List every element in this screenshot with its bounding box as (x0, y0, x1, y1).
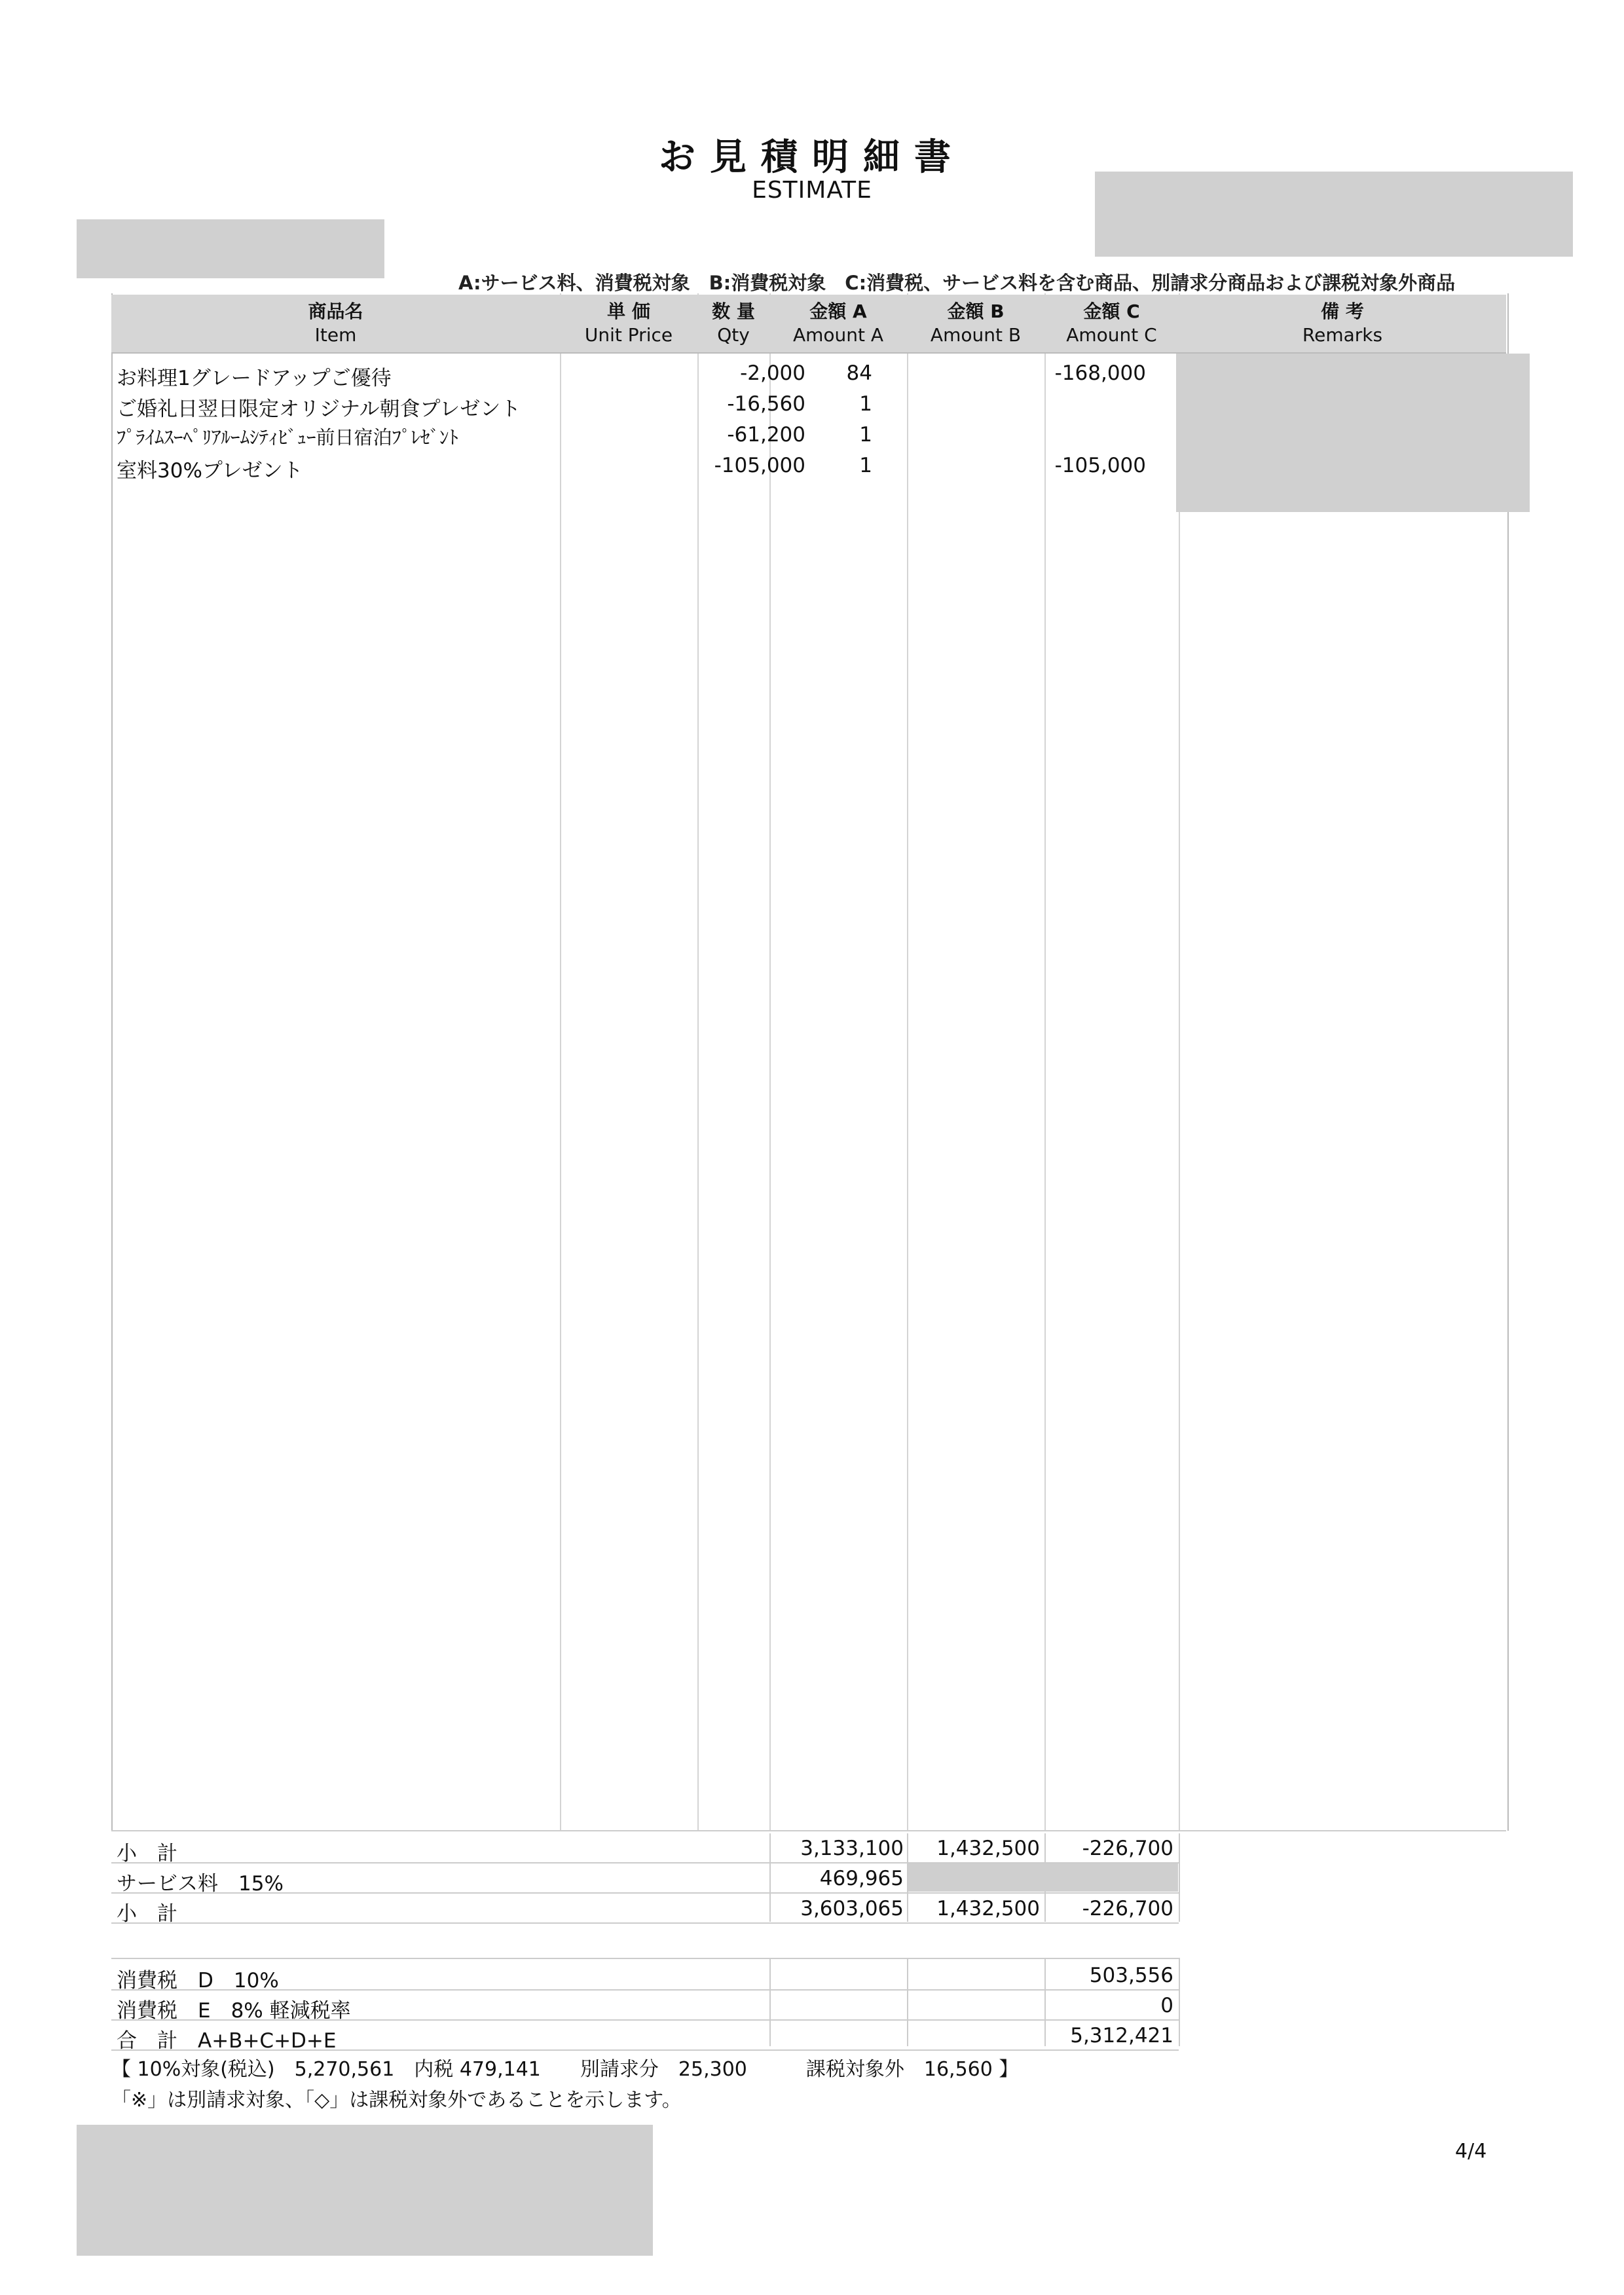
subtotal-b: 1,432,500 (936, 1837, 1040, 1860)
redacted-remarks (1176, 354, 1530, 512)
estimate-table (111, 293, 1509, 1831)
tax-section-top (111, 1958, 1179, 1959)
unit-price: -105,000 (714, 454, 805, 477)
service-label: サービス料 15% (117, 1872, 284, 1896)
amount-b: -105,000 (1054, 454, 1146, 477)
subtotal2-c: -226,700 (1082, 1897, 1173, 1920)
item-name: 室料30%プレゼント (117, 459, 303, 483)
table-header-row (111, 295, 1506, 354)
item-name: ご婚礼日翌日限定オリジナル朝食プレゼント (117, 397, 521, 421)
subtotal2-label: 小 計 (117, 1902, 177, 1926)
header-amount-b: 金額 B Amount B (930, 301, 1022, 346)
tax-e-value: 0 (1160, 1994, 1173, 2017)
qty: 1 (859, 423, 872, 447)
subtotal-a: 3,133,100 (800, 1837, 904, 1860)
summary-divider (1179, 1833, 1180, 1922)
col-divider (560, 293, 561, 1831)
header-unit-price: 単 価 Unit Price (584, 301, 673, 346)
col-divider (1044, 293, 1046, 1831)
redacted-block-top-right (1095, 172, 1573, 257)
col-divider (697, 293, 699, 1831)
tax-d-label: 消費税 D 10% (117, 1969, 279, 1992)
service-a: 469,965 (819, 1867, 904, 1890)
tax-d-row (111, 1960, 1179, 1991)
total-value: 5,312,421 (1070, 2024, 1173, 2047)
item-name: お料理1グレードアップご優待 (117, 367, 392, 390)
unit-price: -16,560 (727, 392, 805, 416)
qty: 1 (859, 392, 872, 416)
item-name: ﾌﾟﾗｲﾑｽｰﾍﾟﾘｱﾙｰﾑｼﾃｨﾋﾞｭｰ前日宿泊ﾌﾟﾚｾﾞﾝﾄ (117, 426, 459, 449)
amount-b: -168,000 (1054, 361, 1146, 385)
header-item: 商品名 Item (308, 301, 363, 346)
symbol-legend-note: 「※」は別請求対象、「◇」は課税対象外であることを示します。 (111, 2089, 682, 2112)
table-bottom-border (111, 1830, 1506, 1831)
page-title: お見積明細書 (659, 136, 965, 179)
qty: 84 (846, 361, 872, 385)
tax-e-row (111, 1991, 1179, 2021)
page-number: 4/4 (1455, 2140, 1487, 2163)
total-row (111, 2021, 1179, 2051)
total-label: 合 計 A+B+C+D+E (117, 2029, 337, 2053)
subtotal-label: 小 計 (117, 1842, 177, 1865)
subtotal2-row (111, 1894, 1179, 1924)
header-amount-c: 金額 C Amount C (1066, 301, 1157, 346)
redacted-block-bottom-left (77, 2125, 653, 2256)
header-amount-a: 金額 A Amount A (792, 301, 884, 346)
tax-breakdown-note: 【 10%対象(税込) 5,270,561 内税 479,141 別請求分 25,300 課税対象外 16,560 】 (111, 2058, 1019, 2081)
tax-e-label: 消費税 E 8% 軽減税率 (117, 1999, 351, 2023)
header-remarks: 備 考 Remarks (1302, 301, 1383, 346)
tax-d-value: 503,556 (1089, 1964, 1173, 1987)
subtotal-c: -226,700 (1082, 1837, 1173, 1860)
qty: 1 (859, 454, 872, 477)
subtotal2-a: 3,603,065 (800, 1897, 904, 1920)
subtotal-row (111, 1833, 1179, 1864)
amount-legend: A:サービス料、消費税対象 B:消費税対象 C:消費税、サービス料を含む商品、別請求分商品および課税対象外商品 (458, 272, 1456, 294)
unit-price: -61,200 (727, 423, 805, 447)
page-subtitle: ESTIMATE (752, 177, 872, 204)
summary-divider (1179, 1958, 1180, 2046)
col-divider (907, 293, 908, 1831)
service-charge-row (111, 1864, 1179, 1894)
subtotal2-b: 1,432,500 (936, 1897, 1040, 1920)
col-divider (1179, 293, 1180, 1831)
unit-price: -2,000 (740, 361, 805, 385)
col-divider (769, 293, 771, 1831)
header-qty: 数 量 Qty (712, 301, 755, 346)
redacted-block-top-left (77, 219, 384, 278)
